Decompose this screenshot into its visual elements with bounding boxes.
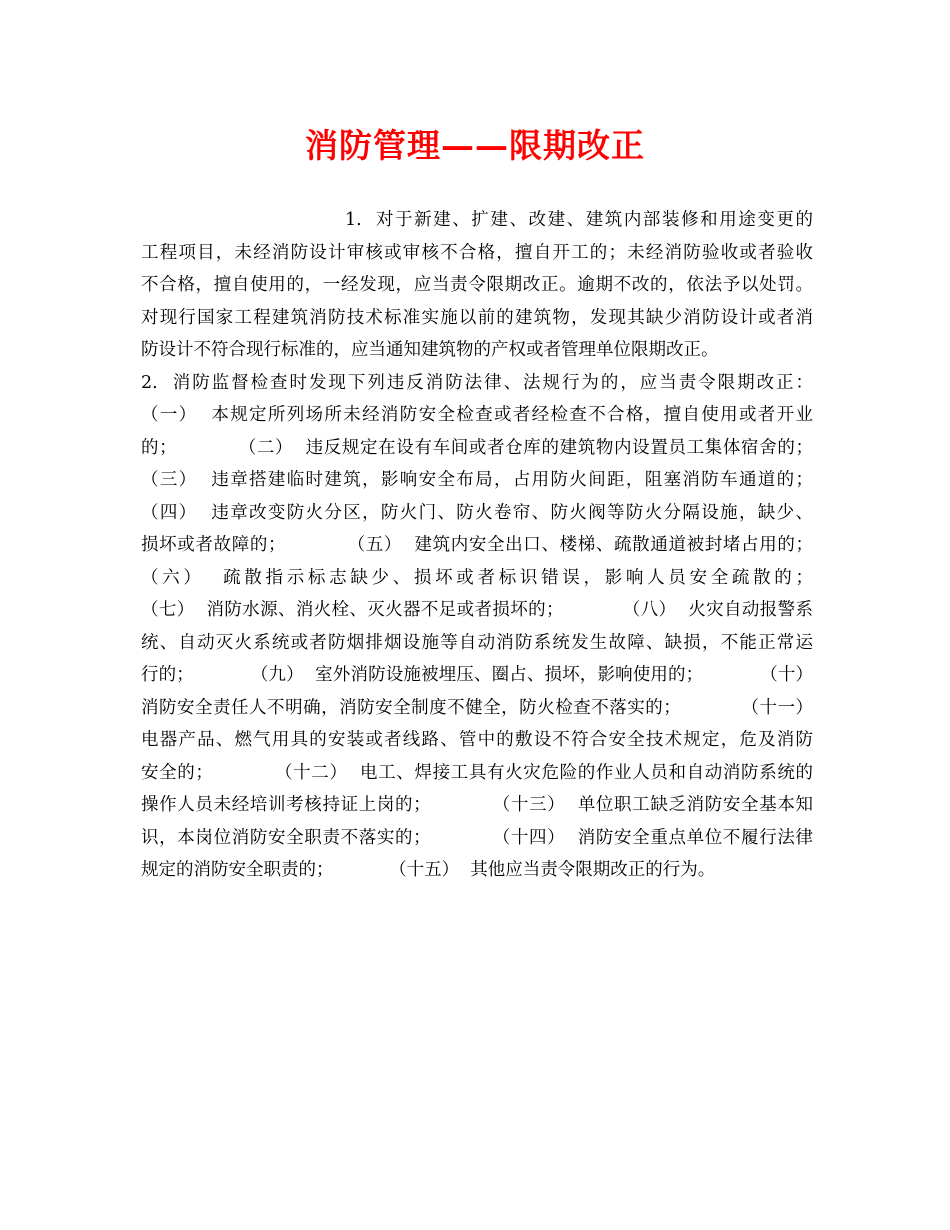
paragraph-line: 安全的； （十二） 电工、焊接工具有火灾危险的作业人员和自动消防系统的 <box>141 762 813 783</box>
paragraph-line: 1. 对于新建、扩建、改建、建筑内部装修和用途变更的 <box>345 210 813 230</box>
paragraph-line: （四） 违章改变防火分区，防火门、防火卷帘、防火阀等防火分隔设施，缺少、 <box>141 502 813 523</box>
paragraph-line: 对现行国家工程建筑消防技术标准实施以前的建筑物，发现其缺少消防设计或者消 <box>141 307 813 328</box>
paragraph-line: 的； （二） 违反规定在设有车间或者仓库的建筑物内设置员工集体宿舍的； <box>141 437 813 458</box>
paragraph-line: 操作人员未经培训考核持证上岗的； （十三） 单位职工缺乏消防安全基本知 <box>141 795 813 815</box>
paragraph-line: （六） 疏散指示标志缺少、损坏或者标识错误，影响人员安全疏散的； <box>141 567 813 588</box>
paragraph-line: 不合格，擅自使用的，一经发现，应当责令限期改正。逾期不改的，依法予以处罚。 <box>141 275 813 295</box>
paragraph-line: 防设计不符合现行标准的，应当通知建筑物的产权或者管理单位限期改正。 <box>141 340 719 360</box>
paragraph-line: 行的； （九） 室外消防设施被埋压、圈占、损坏，影响使用的； （十） <box>141 665 813 685</box>
paragraph-line: 工程项目，未经消防设计审核或审核不合格，擅自开工的；未经消防验收或者验收 <box>141 242 813 263</box>
paragraph-line: 规定的消防安全职责的； （十五） 其他应当责令限期改正的行为。 <box>141 860 716 880</box>
paragraph-line: 识，本岗位消防安全职责不落实的； （十四） 消防安全重点单位不履行法律 <box>141 827 813 848</box>
document-body <box>141 204 813 887</box>
paragraph-line: （七） 消防水源、消火栓、灭火器不足或者损坏的； （八） 火灾自动报警系 <box>141 600 813 620</box>
paragraph-line: （三） 违章搭建临时建筑，影响安全布局，占用防火间距，阻塞消防车通道的； <box>141 470 813 490</box>
document-title: 消防管理——限期改正 <box>305 126 645 165</box>
paragraph-line: 电器产品、燃气用具的安装或者线路、管中的敷设不符合安全技术规定，危及消防 <box>141 730 813 750</box>
paragraph-line: 2. 消防监督检查时发现下列违反消防法律、法规行为的，应当责令限期改正： <box>141 372 813 393</box>
paragraph-line: 统、自动灭火系统或者防烟排烟设施等自动消防系统发生故障、缺损，不能正常运 <box>141 632 813 653</box>
paragraph-line: 消防安全责任人不明确，消防安全制度不健全，防火检查不落实的； （十一） <box>141 697 813 718</box>
paragraph-line: 损坏或者故障的； （五） 建筑内安全出口、楼梯、疏散通道被封堵占用的； <box>141 535 813 555</box>
paragraph-line: （一） 本规定所列场所未经消防安全检查或者经检查不合格，擅自使用或者开业 <box>141 405 813 425</box>
